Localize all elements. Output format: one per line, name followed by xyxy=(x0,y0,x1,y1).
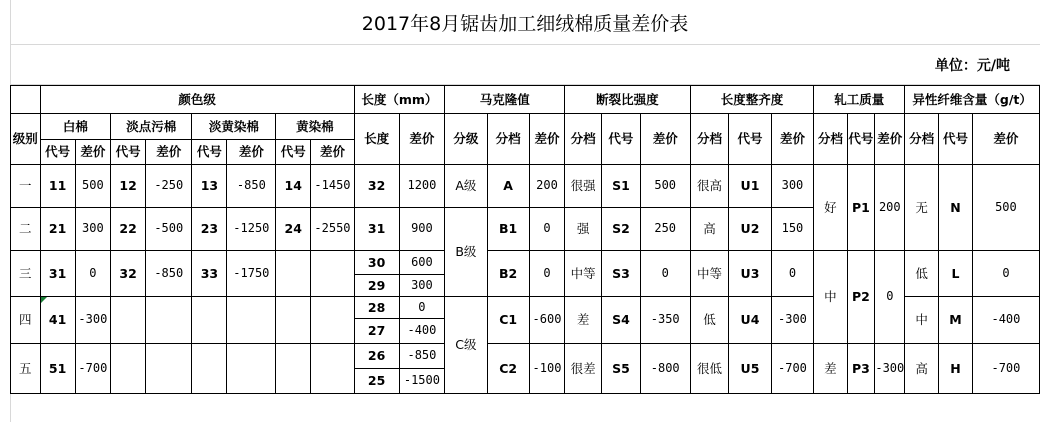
mic-diff[interactable]: 0 xyxy=(529,208,564,251)
ginning-grade[interactable]: 好 xyxy=(814,165,847,251)
page-title[interactable] xyxy=(10,0,1040,45)
white-diff[interactable]: 0 xyxy=(75,251,110,297)
header-diff[interactable]: 差价 xyxy=(529,114,564,165)
strength-code[interactable]: S1 xyxy=(602,165,641,208)
white-diff[interactable]: -300 xyxy=(75,297,110,344)
length-value[interactable]: 27 xyxy=(354,319,399,344)
ginning-grade[interactable]: 差 xyxy=(814,344,847,394)
level-label[interactable]: 二 xyxy=(11,208,41,251)
yellow-code[interactable]: 24 xyxy=(276,208,311,251)
light-yellow-diff[interactable]: -1250 xyxy=(227,208,276,251)
header-diff[interactable]: 差价 xyxy=(640,114,690,165)
foreign-code[interactable]: M xyxy=(939,297,973,344)
header-uniformity[interactable]: 长度整齐度 xyxy=(690,86,814,114)
header-grade[interactable]: 分档 xyxy=(565,114,602,165)
length-value[interactable]: 32 xyxy=(354,165,399,208)
length-diff[interactable]: 600 xyxy=(399,251,445,275)
empty-cell[interactable] xyxy=(111,297,146,344)
mic-diff[interactable]: 0 xyxy=(529,251,564,297)
mic-grade[interactable]: A xyxy=(487,165,529,208)
header-strength[interactable]: 断裂比强度 xyxy=(565,86,690,114)
strength-grade[interactable]: 很差 xyxy=(565,344,602,394)
light-yellow-diff[interactable]: -1750 xyxy=(227,251,276,297)
strength-grade[interactable]: 差 xyxy=(565,297,602,344)
mic-grade[interactable]: B2 xyxy=(487,251,529,297)
empty-cell[interactable] xyxy=(227,344,276,394)
level-label[interactable]: 一 xyxy=(11,165,41,208)
white-code[interactable]: 51 xyxy=(40,344,75,394)
length-diff[interactable]: -400 xyxy=(399,319,445,344)
foreign-grade[interactable]: 无 xyxy=(905,165,939,251)
light-yellow-diff[interactable]: -850 xyxy=(227,165,276,208)
light-spotted-diff[interactable]: -250 xyxy=(146,165,192,208)
header-diff[interactable]: 差价 xyxy=(771,114,814,165)
mic-grade[interactable]: C2 xyxy=(487,344,529,394)
header-diff[interactable]: 差价 xyxy=(227,140,276,165)
header-diff[interactable]: 差价 xyxy=(399,114,445,165)
header-code[interactable]: 代号 xyxy=(602,114,641,165)
uniformity-diff[interactable]: 300 xyxy=(771,165,814,208)
foreign-code[interactable]: N xyxy=(939,165,973,251)
foreign-grade[interactable]: 中 xyxy=(905,297,939,344)
header-diff[interactable]: 差价 xyxy=(875,114,905,165)
header-white[interactable]: 白棉 xyxy=(40,114,110,140)
header-grade[interactable]: 分档 xyxy=(905,114,939,165)
light-spotted-diff[interactable]: -850 xyxy=(146,251,192,297)
header-diff[interactable]: 差价 xyxy=(972,114,1039,165)
empty-cell[interactable] xyxy=(111,344,146,394)
ginning-code[interactable]: P1 xyxy=(847,165,875,251)
white-diff[interactable]: 500 xyxy=(75,165,110,208)
header-code[interactable]: 代号 xyxy=(40,140,75,165)
uniformity-code[interactable]: U5 xyxy=(729,344,771,394)
empty-cell[interactable] xyxy=(192,297,227,344)
header-color-grade[interactable]: 颜色级 xyxy=(40,86,354,114)
foreign-code[interactable]: L xyxy=(939,251,973,297)
light-spotted-code[interactable]: 12 xyxy=(111,165,146,208)
mic-class[interactable]: A级 xyxy=(445,165,487,208)
uniformity-grade[interactable]: 高 xyxy=(690,208,729,251)
header-yellow[interactable]: 黄染棉 xyxy=(276,114,354,140)
empty-cell[interactable] xyxy=(311,344,354,394)
level-label[interactable]: 五 xyxy=(11,344,41,394)
uniformity-diff[interactable]: -700 xyxy=(771,344,814,394)
header-code[interactable]: 代号 xyxy=(939,114,973,165)
title-text: 2017年8月锯齿加工细绒棉质量差价表 xyxy=(361,12,689,35)
header-diff[interactable]: 差价 xyxy=(146,140,192,165)
header-length-group[interactable]: 长度（mm） xyxy=(354,86,445,114)
mic-class[interactable]: C级 xyxy=(445,297,487,394)
empty-cell[interactable] xyxy=(276,251,311,297)
header-code[interactable]: 代号 xyxy=(192,140,227,165)
header-length[interactable]: 长度 xyxy=(354,114,399,165)
header-code[interactable]: 代号 xyxy=(111,140,146,165)
uniformity-code[interactable]: U1 xyxy=(729,165,771,208)
ginning-code[interactable]: P2 xyxy=(847,251,875,344)
ginning-grade[interactable]: 中 xyxy=(814,251,847,344)
light-spotted-code[interactable]: 22 xyxy=(111,208,146,251)
header-grade[interactable]: 分档 xyxy=(690,114,729,165)
length-diff[interactable]: -1500 xyxy=(399,369,445,394)
uniformity-diff[interactable]: 0 xyxy=(771,251,814,297)
header-ginning[interactable]: 轧工质量 xyxy=(814,86,905,114)
length-diff[interactable]: 0 xyxy=(399,297,445,319)
uniformity-grade[interactable]: 很高 xyxy=(690,165,729,208)
length-value[interactable]: 31 xyxy=(354,208,399,251)
mic-diff[interactable]: -100 xyxy=(529,344,564,394)
mic-diff[interactable]: 200 xyxy=(529,165,564,208)
unit-row[interactable] xyxy=(10,44,1040,85)
length-value[interactable]: 28 xyxy=(354,297,399,319)
empty-cell[interactable] xyxy=(146,297,192,344)
mic-diff[interactable]: -600 xyxy=(529,297,564,344)
strength-grade[interactable]: 中等 xyxy=(565,251,602,297)
strength-grade[interactable]: 很强 xyxy=(565,165,602,208)
ginning-code[interactable]: P3 xyxy=(847,344,875,394)
light-yellow-code[interactable]: 13 xyxy=(192,165,227,208)
empty-cell[interactable] xyxy=(276,344,311,394)
empty-cell[interactable] xyxy=(146,344,192,394)
empty-cell[interactable] xyxy=(276,297,311,344)
light-yellow-code[interactable]: 23 xyxy=(192,208,227,251)
uniformity-grade[interactable]: 低 xyxy=(690,297,729,344)
unit-label: 单位：元/吨 xyxy=(934,58,1010,74)
header-light-yellow[interactable]: 淡黄染棉 xyxy=(192,114,276,140)
level-label[interactable]: 三 xyxy=(11,251,41,297)
header-diff[interactable]: 差价 xyxy=(311,140,354,165)
header-grade-class[interactable]: 分级 xyxy=(445,114,487,165)
light-spotted-code[interactable]: 32 xyxy=(111,251,146,297)
mic-class[interactable]: B级 xyxy=(445,208,487,297)
length-value[interactable]: 26 xyxy=(354,344,399,369)
empty-cell[interactable] xyxy=(311,297,354,344)
header-diff[interactable]: 差价 xyxy=(75,140,110,165)
foreign-grade[interactable]: 低 xyxy=(905,251,939,297)
header-code[interactable]: 代号 xyxy=(729,114,771,165)
strength-code[interactable]: S5 xyxy=(602,344,641,394)
header-grade[interactable]: 分档 xyxy=(814,114,847,165)
strength-code[interactable]: S4 xyxy=(602,297,641,344)
foreign-diff[interactable]: -700 xyxy=(972,344,1039,394)
empty-cell[interactable] xyxy=(311,251,354,297)
empty-cell[interactable] xyxy=(192,344,227,394)
strength-diff[interactable]: -350 xyxy=(640,297,690,344)
ginning-diff[interactable]: -300 xyxy=(875,344,905,394)
header-grade[interactable]: 分档 xyxy=(487,114,529,165)
empty-cell[interactable] xyxy=(227,297,276,344)
strength-code[interactable]: S3 xyxy=(602,251,641,297)
ginning-diff[interactable]: 200 xyxy=(875,165,905,251)
length-diff[interactable]: 900 xyxy=(399,208,445,251)
light-spotted-diff[interactable]: -500 xyxy=(146,208,192,251)
uniformity-diff[interactable]: -300 xyxy=(771,297,814,344)
price-difference-table xyxy=(10,85,1040,394)
yellow-code[interactable]: 14 xyxy=(276,165,311,208)
white-diff[interactable]: -700 xyxy=(75,344,110,394)
white-code[interactable] xyxy=(40,297,75,344)
mic-grade[interactable]: B1 xyxy=(487,208,529,251)
yellow-diff[interactable]: -1450 xyxy=(311,165,354,208)
white-diff[interactable]: 300 xyxy=(75,208,110,251)
length-value[interactable]: 29 xyxy=(354,275,399,297)
header-level[interactable]: 级别 xyxy=(11,114,41,165)
foreign-diff[interactable]: -400 xyxy=(972,297,1039,344)
foreign-grade[interactable]: 高 xyxy=(905,344,939,394)
level-label[interactable]: 四 xyxy=(11,297,41,344)
header-code[interactable]: 代号 xyxy=(276,140,311,165)
cell-text: 41 xyxy=(48,312,67,328)
strength-diff[interactable]: 250 xyxy=(640,208,690,251)
ginning-diff[interactable]: 0 xyxy=(875,251,905,344)
foreign-diff[interactable]: 0 xyxy=(972,251,1039,297)
comment-marker xyxy=(41,297,47,303)
white-code[interactable]: 21 xyxy=(40,208,75,251)
uniformity-code[interactable]: U4 xyxy=(729,297,771,344)
length-diff[interactable]: 300 xyxy=(399,275,445,297)
strength-code[interactable]: S2 xyxy=(602,208,641,251)
length-diff[interactable]: -850 xyxy=(399,344,445,369)
uniformity-code[interactable]: U2 xyxy=(729,208,771,251)
uniformity-grade[interactable]: 很低 xyxy=(690,344,729,394)
length-diff[interactable]: 1200 xyxy=(399,165,445,208)
uniformity-grade[interactable]: 中等 xyxy=(690,251,729,297)
strength-diff[interactable]: -800 xyxy=(640,344,690,394)
white-code[interactable]: 31 xyxy=(40,251,75,297)
light-yellow-code[interactable]: 33 xyxy=(192,251,227,297)
strength-diff[interactable]: 500 xyxy=(640,165,690,208)
header-micronaire[interactable]: 马克隆值 xyxy=(445,86,565,114)
header-code[interactable]: 代号 xyxy=(847,114,875,165)
uniformity-diff[interactable]: 150 xyxy=(771,208,814,251)
cell[interactable] xyxy=(11,86,41,114)
white-code[interactable]: 11 xyxy=(40,165,75,208)
strength-grade[interactable]: 强 xyxy=(565,208,602,251)
yellow-diff[interactable]: -2550 xyxy=(311,208,354,251)
strength-diff[interactable]: 0 xyxy=(640,251,690,297)
foreign-diff[interactable]: 500 xyxy=(972,165,1039,251)
length-value[interactable]: 30 xyxy=(354,251,399,275)
header-foreign-fiber[interactable]: 异性纤维含量（g/t） xyxy=(905,86,1040,114)
mic-grade[interactable]: C1 xyxy=(487,297,529,344)
foreign-code[interactable]: H xyxy=(939,344,973,394)
header-light-spotted[interactable]: 淡点污棉 xyxy=(111,114,192,140)
length-value[interactable]: 25 xyxy=(354,369,399,394)
uniformity-code[interactable]: U3 xyxy=(729,251,771,297)
